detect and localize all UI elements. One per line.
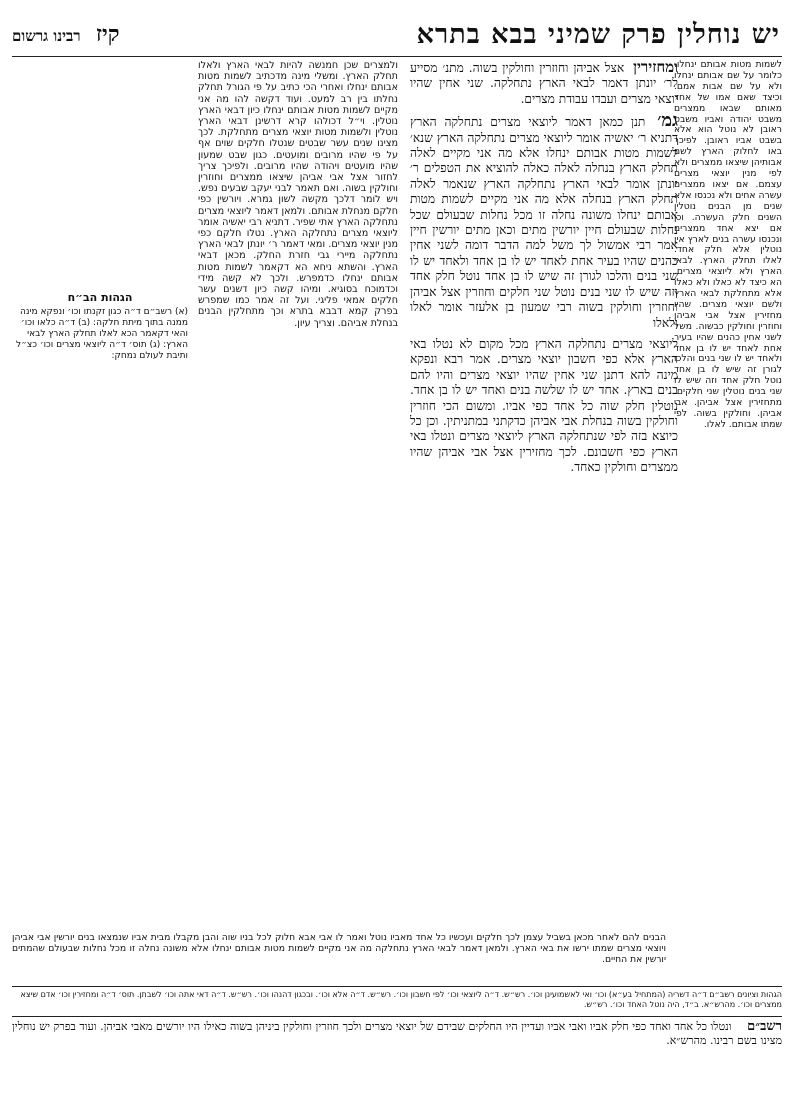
hagahot-habach-title: הגהות הב״ח xyxy=(67,292,133,304)
hagahot-vetziyunim-text: הגהות וציונים רשב״ם ד״ה דשריה (המתחיל בע״א) וכו׳ ואי לאשמועינן וכו׳. רש״ש. ד״ה ליוצאי וכו׳ לפי חשבון וכו׳. רש״ש. ד״ה אלא וכו׳. ובכגון דהנהו וכו׳. רש״ש. ד״ה דאי אתה וכו׳ לשבתן. תוס׳ ד״ה ומחזירין וכו׳ אדם שיצא ממצרים וכו׳. מהרש״א. ב״ד, היה נוטל האחד וכו׳. רש״ש. xyxy=(20,990,782,1009)
page-number: קיז xyxy=(95,21,120,47)
page-label xyxy=(12,21,120,47)
rashi-commentary xyxy=(674,60,782,918)
header-divider xyxy=(12,56,782,57)
footer-divider xyxy=(12,1016,782,1017)
notes-divider xyxy=(12,986,782,987)
rabbeinu-gershom-label: רבינו גרשום xyxy=(12,27,81,45)
mishna-text: אצל אביהן וחוזרין וחולקין בשוה. מתנ׳ מסייע לר׳ יונתן דאמר לבאי הארץ נתחלקה. שני אחין שהיו יוצאי מצרים ועבדו עבודת מצרים. xyxy=(410,61,678,106)
tosafot-text: ולמצרים שכן חמנשה להיות לבאי הארץ ולאלו תחלק הארץ. ומשלי מינה מדכתיב לשמות מטות אבותם ינחלו ואחרי הכי כתיב על פי הגורל תחלק נחלתו בין רב למעט. ועוד דקשה להו מה אני מקיים לשמות מטות אבותם ינחלו כיון דבאי הארץ נוטלין. וי״ל דכולהו קרא דרשינן דבאי הארץ נוטלין ולשמות מטות יוצאי מצרים מתחלקת. לכך מצינו שנים עשר שבטים שנטלו חלקים שוים אף על פי שהיו מרובים ומועטים. כגון שבט שמעון שהיו מועטים ויהודה שהיו מרובים. ולפיכך צריך לחזור אצל אבי אביהן שיצאו ממצרים וחוזרין וחולקין בשוה. ואם תאמר לבני יעקב שבעים נפש. ויש לומר דלכך מקשה לשון גמרא. ויורשין כפי חלקם מנחלת אבותם. ולמאן דאמר ליוצאי מצרים נתחלקה הארץ אתי שפיר. דתניא רבי יאשיה אומר ליוצאי מצרים נתחלקה הארץ. נטלו חלקם כפי מנין יוצאי מצרים. ומאי דאמר ר׳ יונתן לבאי הארץ נתחלקה מיירי גבי חזרת החלק. מכאן דבאי הארץ. והשתא ניחא הא דקאמר לשמות מטות אבותם ינחלו כדמפרש. ולכך לא קשה מידי וכדמוכח בסוגיא. ומיהו קשה כיון דשנים עשר חלקים אמאי פליגי. ועל זה אמר כמו שמפרש בפרק קמא דבבא בתרא וכך מתחלקין הבנים בנחלת אביהם. וצריך עיון. xyxy=(198,60,398,329)
bottom-commentary-text: הבנים להם לאחר מכאן בשביל עצמן לכך חלקים ועכשיו כל אחד מאביו נוטל ואמר לו אבי אבא חלוק לכל בניו שוה והבן מקבלו מבית אביו שנמצאו בנים יורשין אבי אביהן ויוצאי מצרים שמתו ירשו את באי הארץ. ולמאן דאמר לבאי הארץ נתחלקה מה אני מקיים לשמות מטות אבותם ינחלו אלא משונה נחלה זו מכל נחלות שבעולם שהמתים יורשין את החיים. xyxy=(12,932,666,965)
footer-rashbam xyxy=(12,1020,782,1086)
mishna-paragraph xyxy=(410,60,678,107)
footer-title: רשב״ם xyxy=(747,1020,782,1034)
hagahot-habach-box xyxy=(12,292,188,386)
gemara-continuation: ליוצאי מצרים נתחלקה הארץ מכל מקום לא נטלו באי הארץ אלא כפי חשבון יוצאי מצרים. אמר רבא ונפקא מינה להא דתנן שני אחין שהיו יוצאי מצרים והיו להם בנים בארץ. אחד יש לו שלשה בנים ואחד יש לו בן אחד. נוטלין חלק שוה כל אחד כפי אביו. ומשום הכי חוזרין וחולקין בשוה בנחלת אבי אביהן כדקתני במתניתין. וכן כל כיוצא בזה לפי שנתחלקה הארץ ליוצאי מצרים ונטלו באי הארץ כפי חשבונם. לכך מחזירין אצל אבי אביהן שהיו ממצרים וחולקין כאחד. xyxy=(410,336,678,475)
gemara-column xyxy=(410,60,678,918)
bottom-commentary xyxy=(12,924,666,984)
rashi-text: לשמות מטות אבותם ינחלו. כלומר על שם אבותם ינחלו ולא על שם אבות אמם. וכיצד שאם אמו של אחד מאותם שבאו ממצרים משבט יהודה ואביו משבט ראובן לא נוטל הוא אלא בשבט אביו ראובן. לפיכך באו לחלוק הארץ לשם אבותיהן שיצאו ממצרים ולא לפי מנין יוצאי מצרים עצמם. אם יצאו ממצרים עשרה אחים ולא נכנסו אלא שנים מן הבנים נוטלין השנים חלק העשרה. וכן אם יצא אחד ממצרים ונכנסו עשרה בנים לארץ אין נוטלין אלא חלק אחד. לאלו תחלק הארץ. לבאי הארץ ולא ליוצאי מצרים. הא כיצד לא כאלו ולא כאלו אלא מתחלקת לבאי הארץ ולשם יוצאי מצרים. שהיו מחזירין אצל אבי אביהן וחוזרין וחולקין כבשוה. משל לשני אחין כהנים שהיו בעיר אחת לאחד יש לו בן אחד ולאחד יש לו שני בנים והלכו לגורן זה שיש לו בן אחד נוטל חלק אחד וזה שיש לו שני בנים נוטלין שני חלקים. מתחזירין אצל אביהן. אבי אביהן. וחולקין בשוה. לפי שמתו אבותם. לאלו. xyxy=(674,60,782,430)
gemara-paragraph xyxy=(410,110,678,331)
mishna-label: ומחזירין xyxy=(633,60,678,76)
gemara-label: גמ׳ xyxy=(657,110,678,132)
gemara-text: תנן כמאן דאמר ליוצאי מצרים נתחלקה הארץ דתניא ר׳ יאשיה אומר ליוצאי מצרים נתחלקה הארץ שנא׳ לשמות מטות אבותם ינחלו אלא מה אני מקיים לאלה תחלק הארץ בנחלה לאלה כאלה להוציא את הטפלים ר׳ יונתן אומר לבאי הארץ נתחלקה הארץ שנאמר לאלה תחלק הארץ בנחלה אלא מה אני מקיים לשמות מטות אבותם ינחלו משונה נחלה זו מכל נחלות שבעולם שכל נחלות שבעולם חיין יורשין מתים וכאן מתים יורשין חיין אמר רבי אמשול לך משל למה הדבר דומה לשני אחין כהנים שהיו בעיר אחת לאחד יש לו בן אחד ולאחד יש לו שני בנים והלכו לגורן זה שיש לו בן אחד נוטל חלק אחד וזה שיש לו שני בנים נוטל שני חלקים וחוזרין אצל אביהן וחוזרין וחולקין בשוה רבי שמעון בן אלעזר אומר לאלו ולאלו xyxy=(410,115,678,330)
hagahot-vetziyunim xyxy=(12,990,782,1012)
tosafot-commentary xyxy=(198,60,398,918)
footer-text: ונטלו כל אחד ואחד כפי חלק אביו ואבי אביו ועדיין היו החלקים שבידם של יוצאי מצרים ולכך חוזרין וחולקין ביניהן בשוה כאילו היו יורשים מאבי אביהן. ועוד בפרק יש נוחלין מצינו בשם רבינו. מהרש״א. xyxy=(12,1020,782,1047)
hagahot-habach-text: (א) רשב״ם ד״ה כגון זקנתו וכו׳ ונפקא מינה ממנה בתוך מיתת חלקה: (ב) ד״ה כלאו וכו׳ והאי דקאמר הכא לאלו תחלק הארץ לבאי הארץ: (ג) תוס׳ ד״ה ליוצאי מצרים וכו׳ כצ״ל ותיבת לעולם נמחק: xyxy=(15,307,188,361)
page-header xyxy=(12,14,780,54)
page-title: יש נוחלין פרק שמיני בבא בתרא xyxy=(416,18,780,50)
